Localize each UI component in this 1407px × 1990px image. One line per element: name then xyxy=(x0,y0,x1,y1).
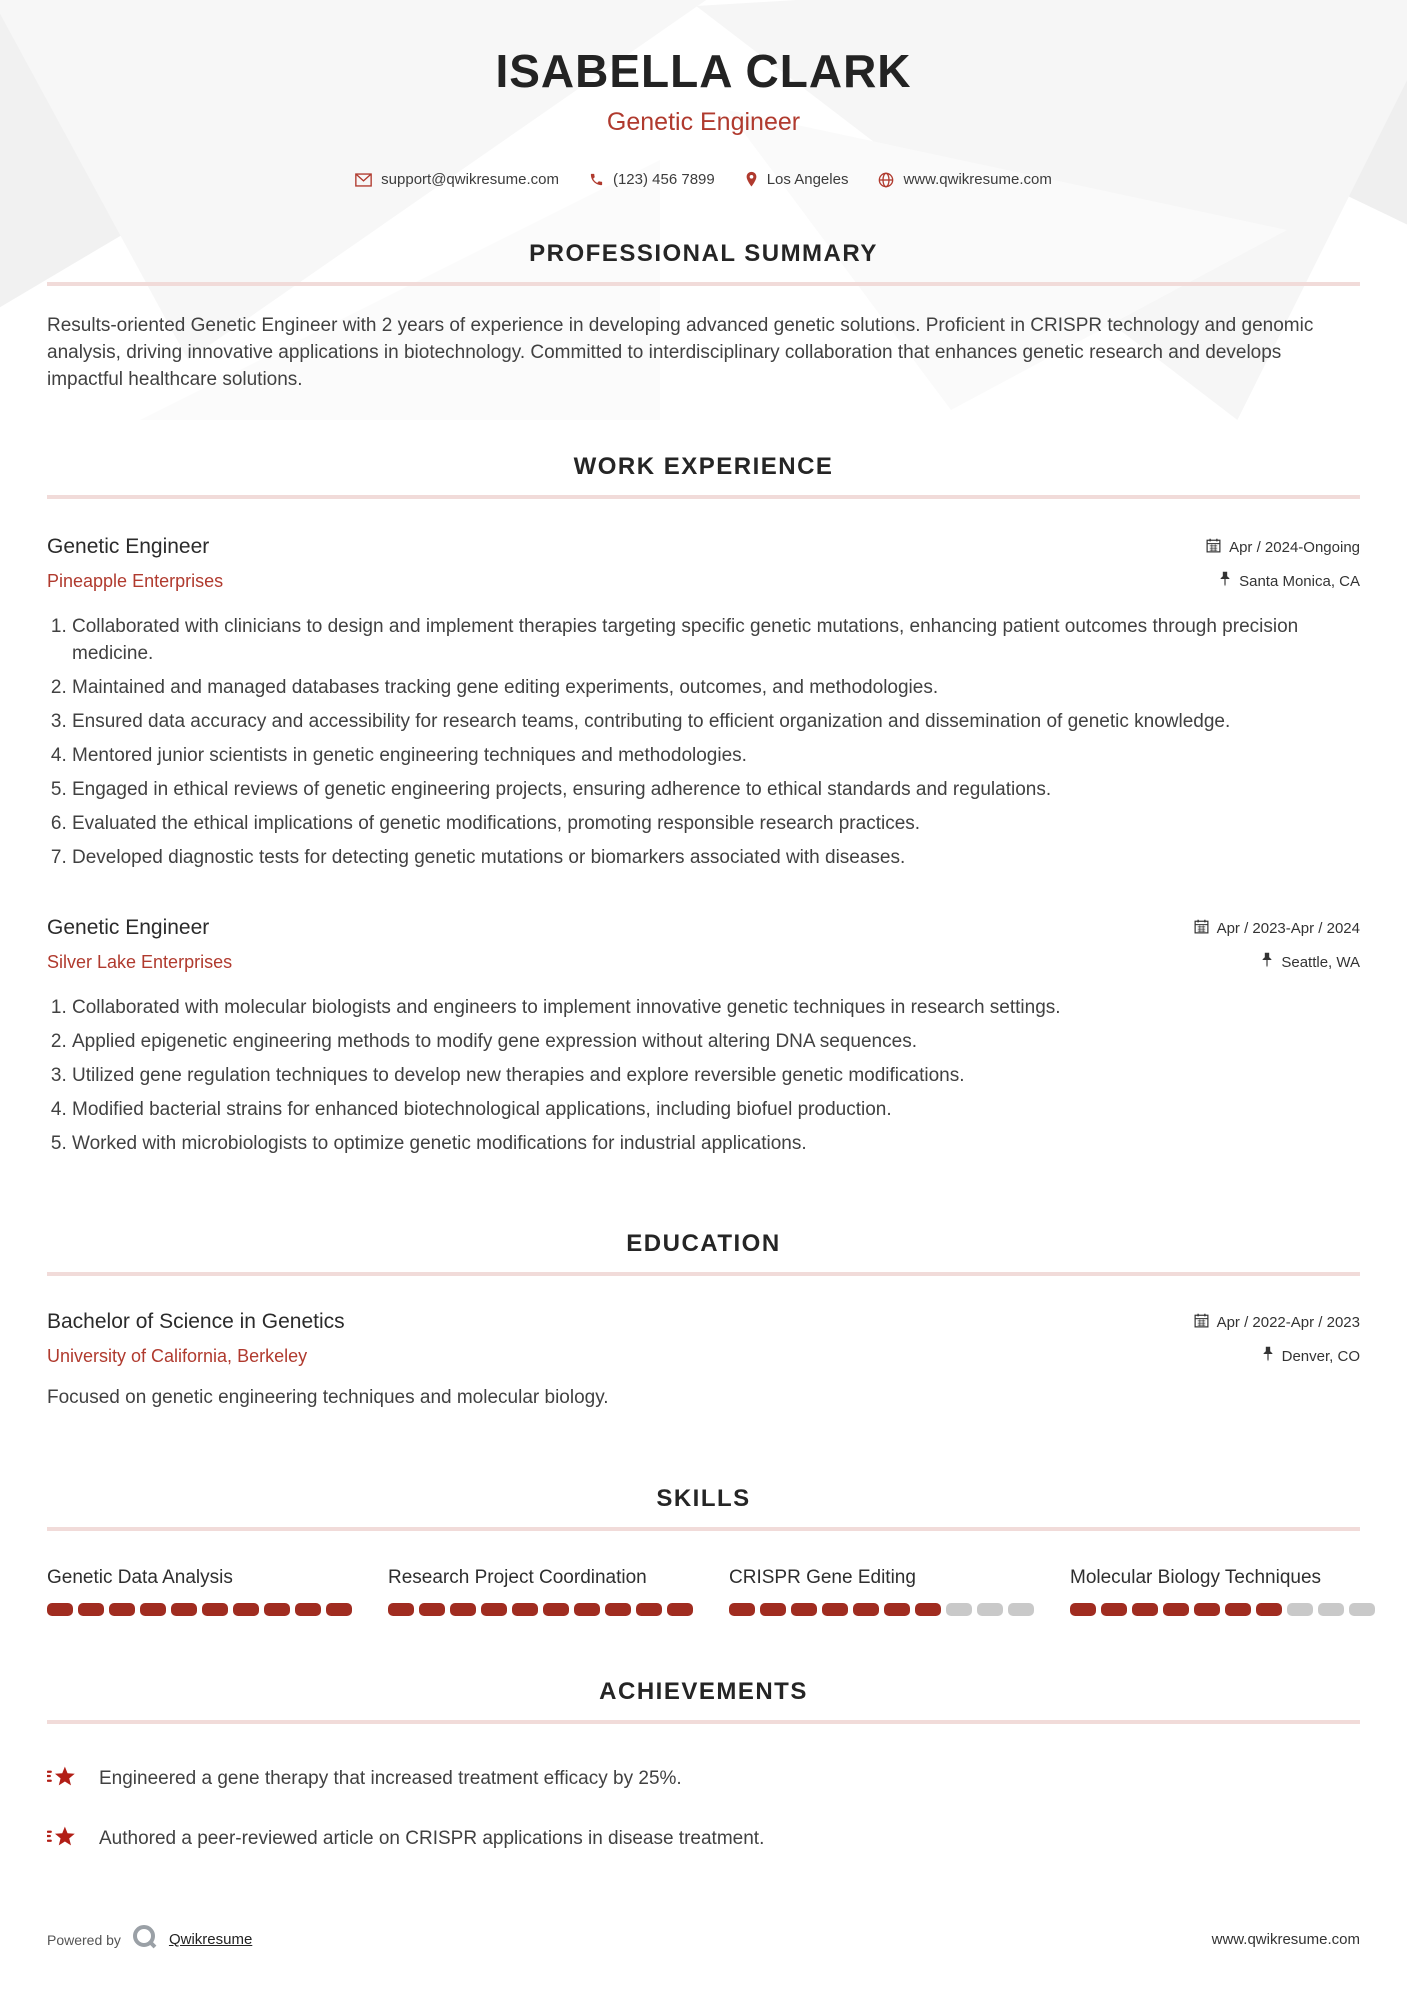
skill-segment xyxy=(729,1603,755,1616)
section-heading: WORK EXPERIENCE xyxy=(573,453,834,481)
skill-segment xyxy=(946,1603,972,1616)
skill-segment xyxy=(481,1603,507,1616)
skill-segment xyxy=(1194,1603,1220,1616)
section-professional-summary xyxy=(47,240,1360,393)
degree-title: Bachelor of Science in Genetics xyxy=(47,1310,345,1334)
education-location-label: Denver, CO xyxy=(1281,1347,1360,1365)
page-footer xyxy=(47,1923,1360,1956)
job-bullet: 6. Evaluated the ethical implications of genetic modifications, promoting responsible research practices. xyxy=(72,811,1360,838)
skill-label: Research Project Coordination xyxy=(388,1567,647,1589)
section-skills xyxy=(47,1485,1360,1616)
section-divider xyxy=(47,1272,1360,1276)
skill-segment xyxy=(1163,1603,1189,1616)
globe-icon xyxy=(878,172,894,188)
education-location xyxy=(1262,1346,1360,1366)
school-name: University of California, Berkeley xyxy=(47,1346,308,1367)
section-heading: PROFESSIONAL SUMMARY xyxy=(529,240,878,267)
skill-item xyxy=(388,1567,693,1616)
skill-segment xyxy=(543,1603,569,1616)
contact-location-label: Los Angeles xyxy=(766,171,849,188)
job-bullet: 4. Mentored junior scientists in genetic engineering techniques and methodologies. xyxy=(72,743,1360,770)
envelope-icon xyxy=(355,173,372,187)
contact-row xyxy=(47,171,1360,188)
skill-segment xyxy=(1225,1603,1251,1616)
job-dates xyxy=(1194,919,1360,938)
job-bullet-list xyxy=(47,614,1360,872)
skill-segment xyxy=(1318,1603,1344,1616)
skill-label: Genetic Data Analysis xyxy=(47,1567,233,1589)
skill-bar xyxy=(729,1603,1034,1616)
calendar-icon xyxy=(1206,538,1221,557)
skill-segment xyxy=(419,1603,445,1616)
skill-segment xyxy=(667,1603,693,1616)
skill-segment xyxy=(78,1603,104,1616)
skill-item xyxy=(47,1567,352,1616)
section-heading: EDUCATION xyxy=(626,1230,781,1258)
skill-segment xyxy=(760,1603,786,1616)
job-dates xyxy=(1206,538,1360,557)
job-location xyxy=(1261,952,1360,972)
skill-segment xyxy=(636,1603,662,1616)
job-entry xyxy=(47,916,1360,1158)
contact-location xyxy=(745,171,849,188)
candidate-job-title: Genetic Engineer xyxy=(606,108,801,136)
contact-phone-label: (123) 456 7899 xyxy=(612,171,715,188)
skill-segment xyxy=(512,1603,538,1616)
contact-email[interactable] xyxy=(355,171,559,188)
skill-segment xyxy=(1256,1603,1282,1616)
job-location-label: Seattle, WA xyxy=(1281,953,1360,971)
skill-item xyxy=(1070,1567,1375,1616)
skill-label: Molecular Biology Techniques xyxy=(1070,1567,1322,1589)
skill-bar xyxy=(388,1603,693,1616)
job-bullet: 5. Engaged in ethical reviews of genetic engineering projects, ensuring adherence to ethical standards and regulations. xyxy=(72,777,1360,804)
job-bullet: 2. Applied epigenetic engineering methods to modify gene expression without altering DNA sequences. xyxy=(72,1029,1360,1056)
skill-segment xyxy=(295,1603,321,1616)
job-bullet: 1. Collaborated with molecular biologists and engineers to implement innovative genetic techniques in research settings. xyxy=(72,995,1360,1022)
job-bullet: 5. Worked with microbiologists to optimize genetic modifications for industrial applications. xyxy=(72,1131,1360,1158)
skill-segment xyxy=(1132,1603,1158,1616)
skill-segment xyxy=(915,1603,941,1616)
skill-bar xyxy=(47,1603,352,1616)
skill-segment xyxy=(1287,1603,1313,1616)
skill-segment xyxy=(1101,1603,1127,1616)
skill-segment xyxy=(791,1603,817,1616)
section-achievements xyxy=(47,1678,1360,1858)
section-work-experience xyxy=(47,453,1360,1158)
resume-header xyxy=(47,0,1360,188)
skill-segment xyxy=(450,1603,476,1616)
achievement-text: Engineered a gene therapy that increased treatment efficacy by 25%. xyxy=(99,1768,682,1790)
skill-segment xyxy=(884,1603,910,1616)
skill-segment xyxy=(109,1603,135,1616)
work-jobs xyxy=(47,535,1360,1158)
footer-website-link[interactable]: www.qwikresume.com xyxy=(1211,1931,1360,1948)
contact-email-label: support@qwikresume.com xyxy=(381,171,559,188)
skill-segment xyxy=(171,1603,197,1616)
job-bullet: 4. Modified bacterial strains for enhanced biotechnological applications, including biofuel production. xyxy=(72,1097,1360,1124)
skill-segment xyxy=(853,1603,879,1616)
qwikresume-logo xyxy=(131,1923,159,1956)
calendar-icon xyxy=(1194,1313,1209,1332)
education-dates-label: Apr / 2022-Apr / 2023 xyxy=(1216,1314,1360,1332)
job-dates-label: Apr / 2024-Ongoing xyxy=(1229,539,1360,557)
job-location xyxy=(1219,571,1360,591)
achievement-item xyxy=(47,1820,1360,1858)
shooting-star-icon xyxy=(47,1760,79,1798)
qwikresume-link[interactable]: Qwikresume xyxy=(168,1931,253,1948)
pushpin-icon xyxy=(1262,1346,1274,1366)
contact-website[interactable] xyxy=(878,171,1051,188)
job-bullet-list xyxy=(47,995,1360,1158)
education-entry xyxy=(47,1310,1360,1409)
pushpin-icon xyxy=(1261,952,1273,972)
skills-grid xyxy=(47,1567,1360,1616)
achievements-list xyxy=(47,1760,1360,1858)
skill-segment xyxy=(1008,1603,1034,1616)
skill-segment xyxy=(388,1603,414,1616)
section-education xyxy=(47,1230,1360,1409)
job-bullet: 7. Developed diagnostic tests for detecting genetic mutations or biomarkers associated with diseases. xyxy=(72,845,1360,872)
skill-segment xyxy=(605,1603,631,1616)
job-entry xyxy=(47,535,1360,872)
skill-segment xyxy=(47,1603,73,1616)
job-company: Pineapple Enterprises xyxy=(47,571,224,592)
skill-segment xyxy=(977,1603,1003,1616)
section-divider xyxy=(47,1527,1360,1531)
job-bullet: 1. Collaborated with clinicians to design and implement therapies targeting specific genetic mutations, enhancing patient outcomes through precision medicine. xyxy=(72,614,1360,668)
job-location-label: Santa Monica, CA xyxy=(1239,572,1360,590)
job-dates-label: Apr / 2023-Apr / 2024 xyxy=(1216,920,1360,938)
skill-segment xyxy=(1070,1603,1096,1616)
job-title: Genetic Engineer xyxy=(47,916,210,940)
powered-by-label: Powered by xyxy=(47,1931,121,1948)
map-pin-icon xyxy=(745,171,758,188)
section-heading: SKILLS xyxy=(656,1485,751,1513)
achievement-item xyxy=(47,1760,1360,1798)
contact-website-label: www.qwikresume.com xyxy=(903,171,1052,188)
skill-label: CRISPR Gene Editing xyxy=(729,1567,916,1589)
contact-phone[interactable] xyxy=(589,171,715,188)
calendar-icon xyxy=(1194,919,1209,938)
job-bullet: 3. Ensured data accuracy and accessibility for research teams, contributing to efficient organization and dissemination of genetic knowledge. xyxy=(72,709,1360,736)
skill-bar xyxy=(1070,1603,1375,1616)
section-heading: ACHIEVEMENTS xyxy=(599,1678,808,1706)
phone-icon xyxy=(589,172,604,187)
shooting-star-icon xyxy=(47,1820,79,1858)
skill-segment xyxy=(822,1603,848,1616)
skill-segment xyxy=(574,1603,600,1616)
job-bullet: 2. Maintained and managed databases tracking gene editing experiments, outcomes, and methodologies. xyxy=(72,675,1360,702)
job-company: Silver Lake Enterprises xyxy=(47,952,233,973)
job-bullet: 3. Utilized gene regulation techniques to develop new therapies and explore reversible genetic modifications. xyxy=(72,1063,1360,1090)
skill-segment xyxy=(233,1603,259,1616)
job-title: Genetic Engineer xyxy=(47,535,210,559)
skill-segment xyxy=(326,1603,352,1616)
skill-item xyxy=(729,1567,1034,1616)
section-divider xyxy=(47,495,1360,499)
skill-segment xyxy=(202,1603,228,1616)
achievement-text: Authored a peer-reviewed article on CRISPR applications in disease treatment. xyxy=(99,1828,765,1850)
education-description: Focused on genetic engineering techniques and molecular biology. xyxy=(47,1387,609,1409)
pushpin-icon xyxy=(1219,571,1231,591)
section-divider xyxy=(47,1720,1360,1724)
skill-segment xyxy=(1349,1603,1375,1616)
skill-segment xyxy=(140,1603,166,1616)
education-dates xyxy=(1194,1313,1360,1332)
candidate-name: ISABELLA CLARK xyxy=(495,45,912,97)
skill-segment xyxy=(264,1603,290,1616)
section-divider xyxy=(47,282,1360,286)
summary-text: Results-oriented Genetic Engineer with 2 years of experience in developing advanced genetic solutions. Proficient in CRISPR technology and genomic analysis, driving innovative applications in biotechnology. Committed to interdisciplinary collaboration that enhances genetic research and develops impactful healthcare solutions. xyxy=(47,315,1314,391)
